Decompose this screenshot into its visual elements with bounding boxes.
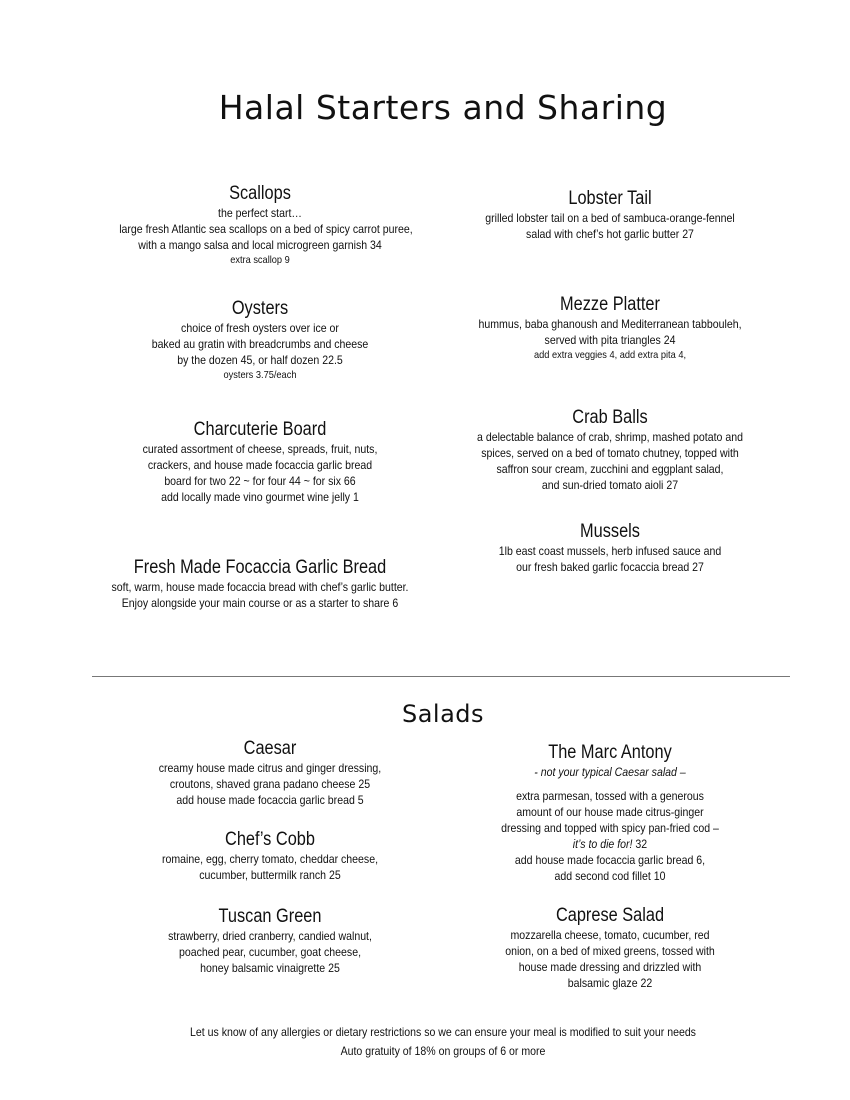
section-title-salads: Salads bbox=[401, 700, 485, 728]
item-tagline: - not your typical Caesar salad – bbox=[534, 765, 686, 779]
item-description: choice of fresh oysters over ice or bbox=[181, 321, 339, 335]
item-description: Enjoy alongside your main course or as a starter to share 6 bbox=[121, 596, 399, 610]
item-name: Mezze Platter bbox=[560, 294, 660, 315]
allergy-notice: Let us know of any allergies or dietary restrictions so we can ensure your meal is modified to suit your needs bbox=[190, 1025, 696, 1039]
item-description: mozzarella cheese, tomato, cucumber, red bbox=[510, 928, 710, 942]
item-description: house made dressing and drizzled with bbox=[518, 960, 702, 974]
item-description-tagline-price bbox=[474, 836, 747, 852]
menu-item-oysters bbox=[100, 298, 420, 383]
item-name: Charcuterie Board bbox=[193, 419, 327, 440]
item-description: and sun-dried tomato aioli 27 bbox=[541, 478, 679, 492]
item-description: crackers, and house made focaccia garlic bread bbox=[147, 458, 373, 472]
item-description: a delectable balance of crab, shrimp, mashed potato and bbox=[477, 430, 743, 444]
item-description: large fresh Atlantic sea scallops on a bed of spicy carrot puree, bbox=[119, 222, 413, 236]
item-name: Fresh Made Focaccia Garlic Bread bbox=[133, 557, 387, 578]
menu-item-marc-antony bbox=[455, 742, 765, 884]
page-title: Halal Starters and Sharing bbox=[218, 88, 668, 128]
item-description: croutons, shaved grana padano cheese 25 bbox=[169, 777, 371, 791]
menu-item-lobster-tail bbox=[455, 188, 765, 242]
item-name: Chef’s Cobb bbox=[225, 829, 315, 850]
item-description: soft, warm, house made focaccia bread with chef’s garlic butter. bbox=[111, 580, 409, 594]
item-description: spices, served on a bed of tomato chutney, topped with bbox=[481, 446, 739, 460]
item-description: romaine, egg, cherry tomato, cheddar cheese, bbox=[161, 852, 379, 866]
item-description: add second cod fillet 10 bbox=[554, 869, 666, 883]
item-description: hummus, baba ghanoush and Mediterranean tabbouleh, bbox=[478, 317, 742, 331]
item-price: 32 bbox=[635, 837, 648, 851]
footer-notes bbox=[0, 1023, 850, 1061]
item-description: our fresh baked garlic focaccia bread 27 bbox=[516, 560, 704, 574]
item-name: Crab Balls bbox=[572, 407, 648, 428]
menu-item-caprese-salad bbox=[455, 905, 765, 991]
item-description: board for two 22 ~ for four 44 ~ for six 66 bbox=[164, 474, 356, 488]
section-divider bbox=[92, 676, 790, 677]
item-description: baked au gratin with breadcrumbs and cheese bbox=[151, 337, 369, 351]
menu-item-mussels bbox=[455, 521, 765, 575]
gratuity-notice: Auto gratuity of 18% on groups of 6 or more bbox=[340, 1044, 546, 1058]
item-description: by the dozen 45, or half dozen 22.5 bbox=[177, 353, 343, 367]
menu-item-tuscan-green bbox=[110, 906, 430, 976]
item-name: Caesar bbox=[243, 738, 297, 759]
item-description: add locally made vino gourmet wine jelly 1 bbox=[161, 490, 359, 504]
item-description: dressing and topped with spicy pan-fried cod – bbox=[501, 821, 719, 835]
menu-item-caesar bbox=[110, 738, 430, 808]
menu-item-chefs-cobb bbox=[110, 829, 430, 883]
item-name: Lobster Tail bbox=[568, 188, 652, 209]
menu-item-focaccia-garlic-bread bbox=[80, 557, 440, 611]
item-description: served with pita triangles 24 bbox=[544, 333, 676, 347]
item-description: curated assortment of cheese, spreads, fruit, nuts, bbox=[142, 442, 378, 456]
menu-item-scallops bbox=[100, 183, 420, 268]
item-description: amount of our house made citrus-ginger bbox=[516, 805, 704, 819]
item-name: Scallops bbox=[229, 183, 291, 204]
item-description: extra parmesan, tossed with a generous bbox=[516, 789, 704, 803]
item-extra: oysters 3.75/each bbox=[223, 369, 297, 381]
item-name: Tuscan Green bbox=[218, 906, 322, 927]
item-extra: extra scallop 9 bbox=[230, 254, 290, 266]
item-description: 1lb east coast mussels, herb infused sauce and bbox=[498, 544, 722, 558]
item-description: cucumber, buttermilk ranch 25 bbox=[199, 868, 341, 882]
item-description: strawberry, dried cranberry, candied walnut, bbox=[168, 929, 372, 943]
menu-item-mezze-platter bbox=[455, 294, 765, 363]
item-name: Mussels bbox=[580, 521, 640, 542]
item-description: balsamic glaze 22 bbox=[567, 976, 653, 990]
item-description: with a mango salsa and local microgreen garnish 34 bbox=[138, 238, 382, 252]
item-description: onion, on a bed of mixed greens, tossed with bbox=[505, 944, 715, 958]
item-description: add house made focaccia garlic bread 6, bbox=[514, 853, 706, 867]
item-description: poached pear, cucumber, goat cheese, bbox=[179, 945, 361, 959]
menu-item-charcuterie-board bbox=[100, 419, 420, 505]
item-description: honey balsamic vinaigrette 25 bbox=[200, 961, 340, 975]
item-description: saffron sour cream, zucchini and eggplant salad, bbox=[496, 462, 724, 476]
item-extra: add extra veggies 4, add extra pita 4, bbox=[533, 349, 687, 361]
item-italic-note: it’s to die for! bbox=[572, 837, 633, 851]
item-name: Caprese Salad bbox=[555, 905, 665, 926]
item-description: grilled lobster tail on a bed of sambuca-orange-fennel bbox=[485, 211, 735, 225]
item-description: add house made focaccia garlic bread 5 bbox=[176, 793, 364, 807]
item-description: salad with chef’s hot garlic butter 27 bbox=[526, 227, 694, 241]
item-description: the perfect start… bbox=[218, 206, 302, 220]
item-description: creamy house made citrus and ginger dressing, bbox=[158, 761, 382, 775]
item-name: The Marc Antony bbox=[548, 742, 672, 763]
menu-item-crab-balls bbox=[455, 407, 765, 493]
item-name: Oysters bbox=[231, 298, 289, 319]
